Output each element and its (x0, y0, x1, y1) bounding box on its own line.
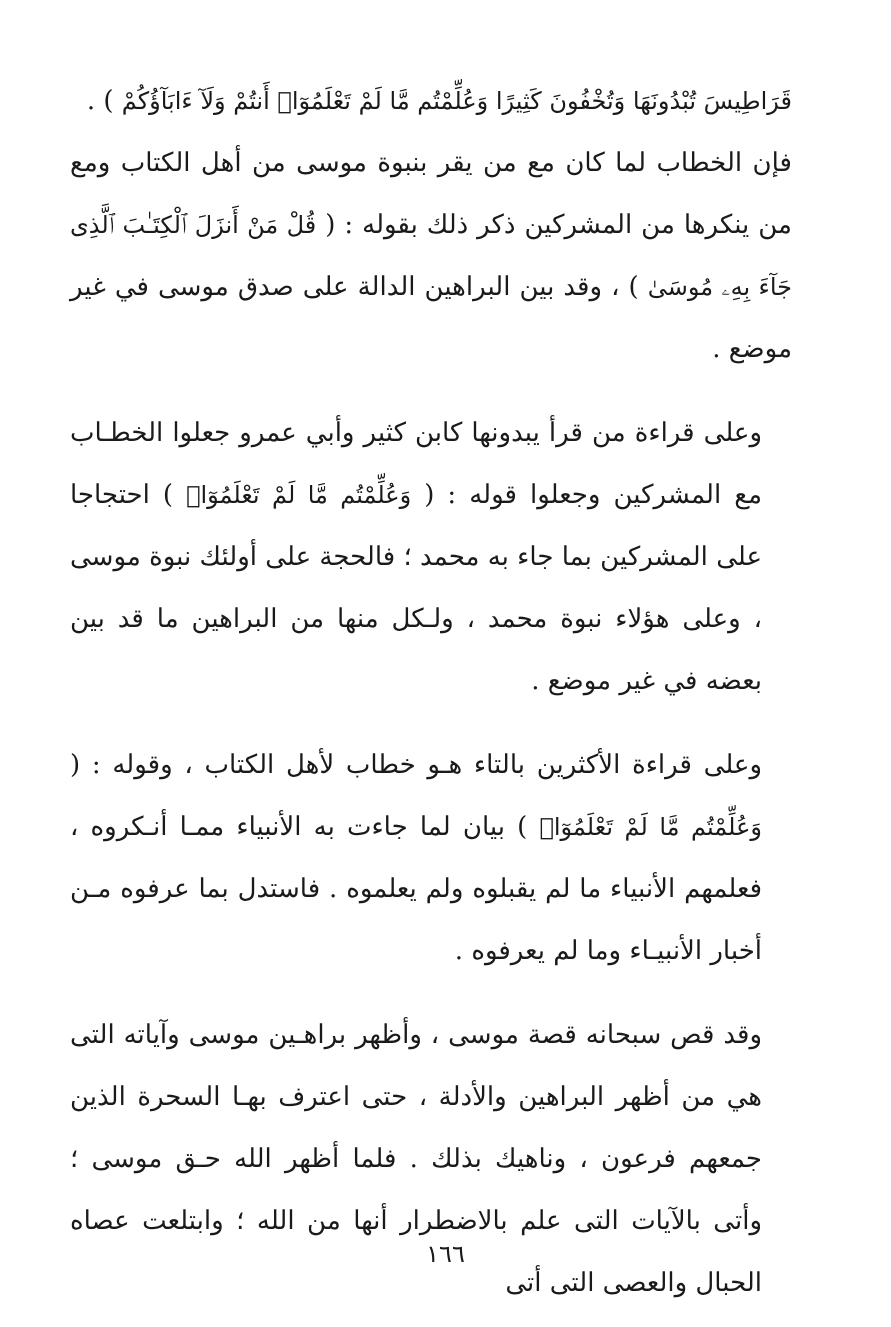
page-body (70, 70, 792, 1298)
paragraph-text: فإن الخطاب لما كان مع من يقر بنبوة موسى من أهل الكتاب ومع من ينكرها من المشركين ذكر ذلك بقوله : ( (70, 148, 792, 240)
quran-verse: قُلْ مَنْ أَنزَلَ ٱلْكِتَـٰبَ ٱلَّذِى جَآءَ بِهِۦ مُوسَىٰ (70, 211, 792, 301)
quran-verse: وَعُلِّمْتُم مَّا لَمْ تَعْلَمُوٓا۟ (539, 813, 762, 841)
paragraph-text: ) . (86, 86, 122, 116)
quran-verse: وَعُلِّمْتُم مَّا لَمْ تَعْلَمُوٓا۟ (186, 481, 412, 509)
page-number: ١٦٦ (426, 1240, 465, 1268)
quran-verse: قَرَاطِيسَ تُبْدُونَهَا وَتُخْفُونَ كَثِيرًا وَعُلِّمْتُم مَّا لَمْ تَعْلَمُوٓا۟ أَنتُمْ وَلَآ ءَابَآؤُكُمْ (121, 87, 792, 115)
paragraph-text: ) بيان لما جاءت به الأنبياء ممـا أنـكروه ، فعلمهم الأنبياء ما لم يقبلوه ولم يعلموه . فاستدل بما عرفوه مـن أخبار الأنبيـاء وما لم يعرفوه . (70, 812, 762, 966)
paragraph-2 (70, 402, 792, 712)
paragraph-text: ) ، وقد بين البراهين الدالة على صدق موسى في غير موضع . (70, 272, 792, 364)
paragraph-text: وعلى قراءة الأكثرين بالتاء هـو خطاب لأهل الكتاب ، وقوله : ( (70, 750, 762, 780)
paragraph-3 (70, 734, 792, 982)
paragraph-1 (70, 70, 792, 380)
paragraph-text: وقد قص سبحانه قصة موسى ، وأظهر براهـين موسى وآياته التى هي من أظهر البراهين والأدلة ، حتى اعترف بهـا السحرة الذين جمعهم فرعون ، وناهيك بذلك . فلما أظهر الله حـق موسى ؛ وأتى بالآيات التى علم بالاضطرار أنها من الله ؛ وابتلعت عصاه الحبال والعصى التى أتى (70, 1020, 762, 1298)
paragraph-text: وعلى قراءة من قرأ يبدونها كابن كثير وأبي عمرو جعلوا الخطـاب مع المشركين وجعلوا قوله : ( (70, 418, 762, 510)
paragraph-text: ) احتجاجا على المشركين بما جاء به محمد ؛ فالحجة على أولئك نبوة موسى ، وعلى هؤلاء نبوة محمد ، ولـكل منها من البراهين ما قد بين بعضه في غير موضع . (70, 480, 762, 696)
